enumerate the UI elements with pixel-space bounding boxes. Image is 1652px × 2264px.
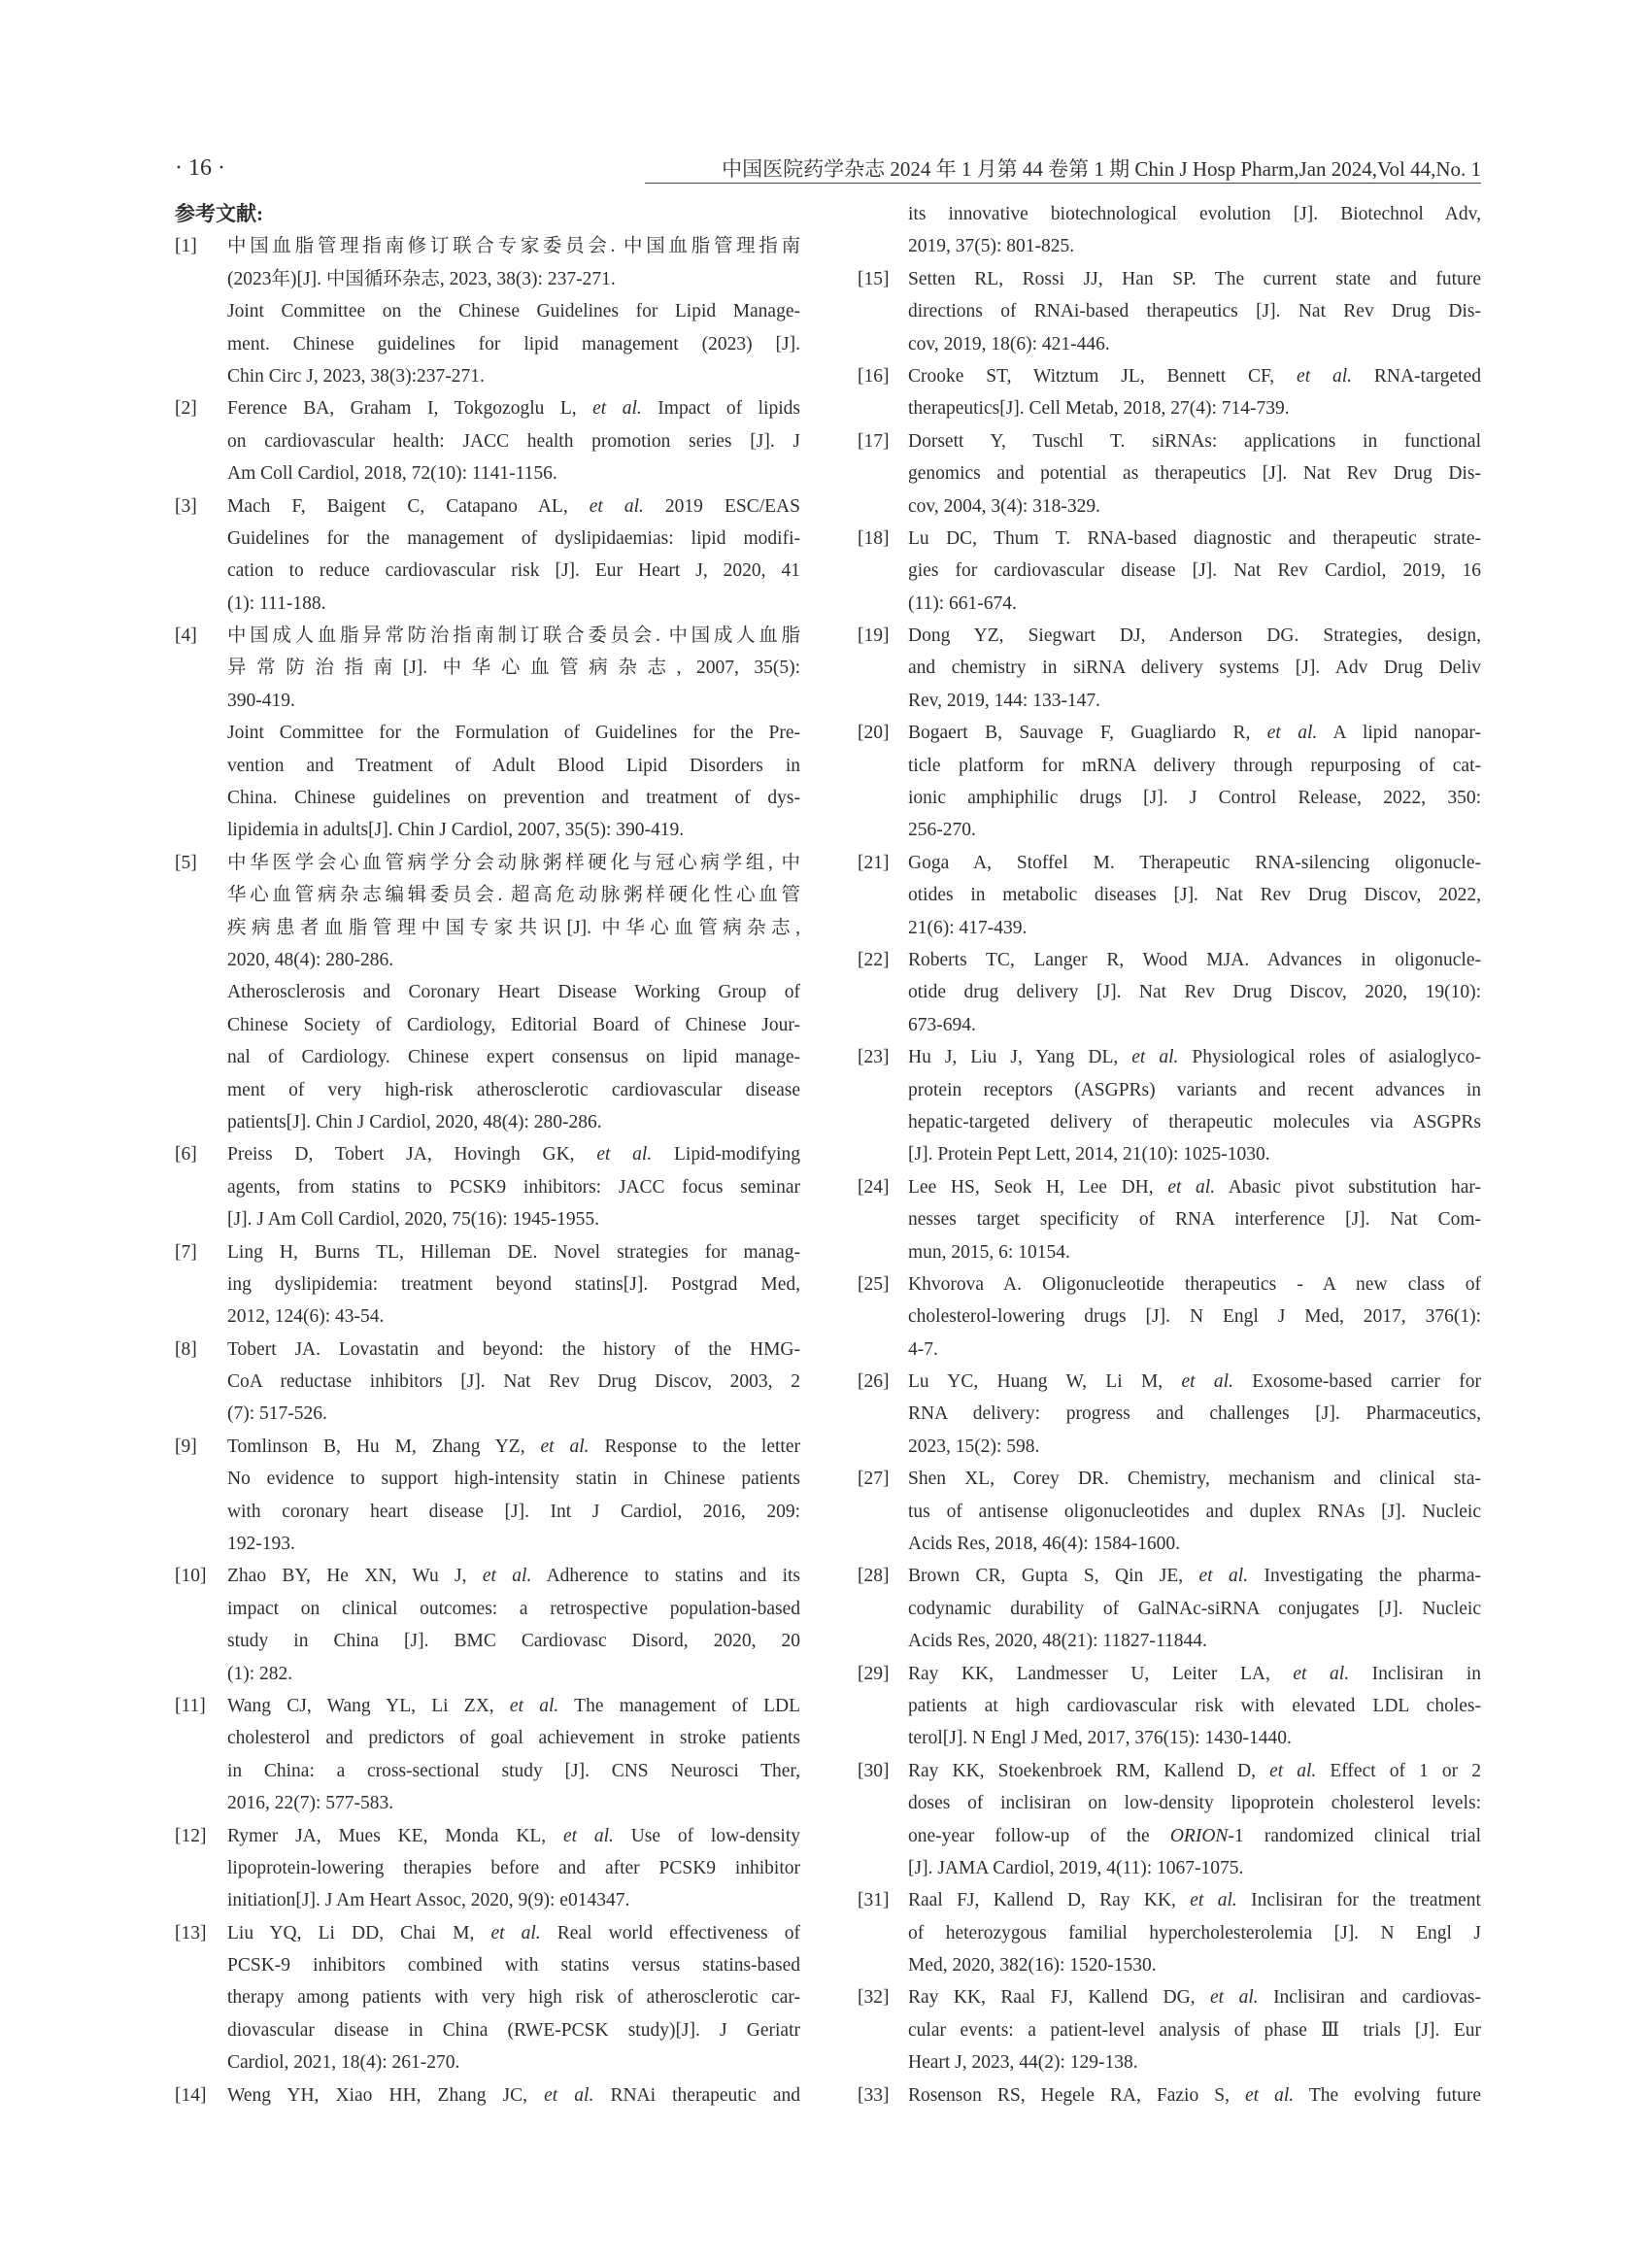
reference-number: [8]: [175, 1338, 197, 1360]
reference-number: [17]: [858, 430, 890, 452]
reference-number: [20]: [858, 723, 890, 744]
reference-line: one-year follow-up of the ORION-1 randomized clinical trial: [908, 1825, 1481, 1846]
reference-item: [858, 1171, 1484, 1268]
reference-line: Raal FJ, Kallend D, Ray KK, et al. Inclisiran for the treatment: [908, 1890, 1481, 1911]
reference-line: with coronary heart disease [J]. Int J Cardiol, 2016, 209:: [227, 1501, 800, 1522]
reference-line: [J]. J Am Coll Cardiol, 2020, 75(16): 1945-1955.: [227, 1209, 599, 1231]
reference-number: [15]: [858, 268, 890, 289]
reference-line: 中华医学会心血管病学分会动脉粥样硬化与冠心病学组, 中: [227, 852, 800, 873]
reference-item: [175, 847, 801, 1139]
reference-item: [858, 1366, 1484, 1463]
header-rule: [645, 183, 1481, 184]
reference-number: [12]: [175, 1825, 207, 1846]
reference-line: Joint Committee on the Chinese Guidelines for Lipid Manage-: [227, 301, 800, 322]
reference-line: Chinese Society of Cardiology, Editorial Board of Chinese Jour-: [227, 1014, 800, 1035]
reference-line: Cardiol, 2021, 18(4): 261-270.: [227, 2052, 460, 2074]
reference-line: patients at high cardiovascular risk with elevated LDL choles-: [908, 1695, 1481, 1716]
reference-line: 256-270.: [908, 820, 976, 841]
reference-item: [175, 1917, 801, 2079]
reference-line: vention and Treatment of Adult Blood Lipid Disorders in: [227, 755, 800, 776]
reference-line: Rosenson RS, Hegele RA, Fazio S, et al. The evolving future: [908, 2084, 1481, 2106]
reference-number: [4]: [175, 625, 197, 647]
reference-item: [175, 1820, 801, 1917]
reference-item: [175, 1236, 801, 1334]
reference-line: therapeutics[J]. Cell Metab, 2018, 27(4): 714-739.: [908, 398, 1290, 420]
reference-line: Lee HS, Seok H, Lee DH, et al. Abasic pivot substitution har-: [908, 1176, 1481, 1198]
reference-line: Heart J, 2023, 44(2): 129-138.: [908, 2052, 1138, 2074]
reference-line: 192-193.: [227, 1534, 295, 1555]
page-number: · 16 ·: [175, 155, 225, 181]
reference-line: codynamic durability of GalNAc-siRNA conjugates [J]. Nucleic: [908, 1598, 1481, 1619]
reference-line: and chemistry in siRNA delivery systems [J]. Adv Drug Deliv: [908, 658, 1481, 679]
reference-line: 4-7.: [908, 1338, 938, 1360]
reference-line: Dong YZ, Siegwart DJ, Anderson DG. Strategies, design,: [908, 625, 1481, 647]
reference-line: Shen XL, Corey DR. Chemistry, mechanism and clinical sta-: [908, 1469, 1481, 1490]
reference-item: [175, 1334, 801, 1431]
reference-line: (11): 661-674.: [908, 592, 1017, 614]
reference-line: on cardiovascular health: JACC health promotion series [J]. J: [227, 430, 800, 452]
reference-line: Preiss D, Tobert JA, Hovingh GK, et al. Lipid-modifying: [227, 1144, 800, 1166]
reference-item: [858, 523, 1484, 620]
reference-line: Mach F, Baigent C, Catapano AL, et al. 2019 ESC/EAS: [227, 495, 800, 517]
reference-number: [16]: [858, 365, 890, 387]
reference-line: cular events: a patient-level analysis of phase Ⅲ trials [J]. Eur: [908, 2019, 1481, 2041]
reference-item: [175, 230, 801, 392]
reference-line: Ray KK, Stoekenbroek RM, Kallend D, et al. Effect of 1 or 2: [908, 1760, 1481, 1781]
reference-line: PCSK-9 inhibitors combined with statins versus statins-based: [227, 1955, 800, 1977]
reference-line: ment. Chinese guidelines for lipid management (2023) [J].: [227, 333, 800, 355]
reference-line: study in China [J]. BMC Cardiovasc Disord, 2020, 20: [227, 1631, 800, 1652]
reference-line: ticle platform for mRNA delivery through repurposing of cat-: [908, 755, 1481, 776]
reference-number: [31]: [858, 1890, 890, 1911]
reference-line: lipidemia in adults[J]. Chin J Cardiol, 2007, 35(5): 390-419.: [227, 820, 685, 841]
reference-line: ment of very high-risk atherosclerotic cardiovascular disease: [227, 1079, 800, 1100]
reference-line: Acids Res, 2018, 46(4): 1584-1600.: [908, 1534, 1181, 1555]
reference-number: [26]: [858, 1371, 890, 1393]
reference-line: 2020, 48(4): 280-286.: [227, 949, 394, 970]
reference-number: [9]: [175, 1436, 197, 1457]
reference-line: ing dyslipidemia: treatment beyond statins[J]. Postgrad Med,: [227, 1273, 800, 1295]
reference-line: 2023, 15(2): 598.: [908, 1436, 1040, 1457]
reference-line: Hu J, Liu J, Yang DL, et al. Physiological roles of asialoglyco-: [908, 1047, 1481, 1068]
reference-item: [175, 2079, 801, 2112]
reference-line: cov, 2019, 18(6): 421-446.: [908, 333, 1110, 355]
reference-line: doses of inclisiran on low-density lipoprotein cholesterol levels:: [908, 1793, 1481, 1814]
reference-item: [858, 1981, 1484, 2078]
reference-item: [858, 1658, 1484, 1755]
reference-line: Lu DC, Thum T. RNA-based diagnostic and therapeutic strate-: [908, 527, 1481, 549]
reference-line: (2023年)[J]. 中国循环杂志, 2023, 38(3): 237-271.: [227, 268, 616, 289]
reference-number: [6]: [175, 1144, 197, 1166]
reference-number: [7]: [175, 1241, 197, 1263]
reference-line: RNA delivery: progress and challenges [J]. Pharmaceutics,: [908, 1403, 1481, 1425]
reference-line: Rymer JA, Mues KE, Monda KL, et al. Use of low-density: [227, 1825, 800, 1846]
reference-number: [23]: [858, 1047, 890, 1068]
reference-line: Ling H, Burns TL, Hilleman DE. Novel strategies for manag-: [227, 1241, 800, 1263]
reference-line: mun, 2015, 6: 10154.: [908, 1241, 1070, 1263]
reference-line: Tobert JA. Lovastatin and beyond: the history of the HMG-: [227, 1338, 800, 1360]
reference-number: [33]: [858, 2084, 890, 2106]
reference-line: Chin Circ J, 2023, 38(3):237-271.: [227, 365, 485, 387]
reference-item: [175, 1690, 801, 1820]
references-heading: 参考文献:: [175, 202, 263, 225]
reference-line: 2019, 37(5): 801-825.: [908, 236, 1075, 257]
reference-item: [175, 490, 801, 621]
reference-line: Tomlinson B, Hu M, Zhang YZ, et al. Response to the letter: [227, 1436, 800, 1457]
reference-item: [858, 620, 1484, 717]
reference-line: nal of Cardiology. Chinese expert consensus on lipid manage-: [227, 1047, 800, 1068]
reference-item: [175, 1431, 801, 1561]
reference-item: [858, 263, 1484, 360]
reference-number: [27]: [858, 1469, 890, 1490]
reference-line: 中国血脂管理指南修订联合专家委员会. 中国血脂管理指南: [227, 236, 800, 257]
reference-line: Goga A, Stoffel M. Therapeutic RNA-silencing oligonucle-: [908, 852, 1481, 873]
reference-line: 673-694.: [908, 1014, 976, 1035]
reference-number: [28]: [858, 1566, 890, 1587]
reference-item: [858, 1560, 1484, 1657]
reference-number: [13]: [175, 1922, 207, 1943]
reference-number: [3]: [175, 495, 197, 517]
reference-line: Ray KK, Raal FJ, Kallend DG, et al. Inclisiran and cardiovas-: [908, 1987, 1481, 2009]
reference-number: [19]: [858, 625, 890, 647]
reference-item: [858, 1268, 1484, 1366]
reference-line: ionic amphiphilic drugs [J]. J Control Release, 2022, 350:: [908, 788, 1481, 809]
reference-line: Brown CR, Gupta S, Qin JE, et al. Investigating the pharma-: [908, 1566, 1481, 1587]
reference-item: [175, 1138, 801, 1235]
reference-number: [10]: [175, 1566, 207, 1587]
reference-line: Bogaert B, Sauvage F, Guagliardo R, et al. A lipid nanopar-: [908, 723, 1481, 744]
reference-line: Rev, 2019, 144: 133-147.: [908, 690, 1101, 711]
reference-line: initiation[J]. J Am Heart Assoc, 2020, 9(9): e014347.: [227, 1890, 630, 1911]
reference-line: (7): 517-526.: [227, 1403, 327, 1425]
reference-line: China. Chinese guidelines on prevention and treatment of dys-: [227, 788, 800, 809]
reference-line: 异常防治指南[J]. 中华心血管病杂志, 2007, 35(5):: [227, 658, 800, 679]
reference-line: Weng YH, Xiao HH, Zhang JC, et al. RNAi therapeutic and: [227, 2084, 800, 2106]
reference-line: therapy among patients with very high risk of atherosclerotic car-: [227, 1987, 800, 2009]
reference-line: 疾病患者血脂管理中国专家共识[J]. 中华心血管病杂志,: [227, 917, 800, 938]
reference-line: 2012, 124(6): 43-54.: [227, 1306, 385, 1328]
reference-line: cholesterol-lowering drugs [J]. N Engl J Med, 2017, 376(1):: [908, 1306, 1481, 1328]
reference-line: (1): 282.: [227, 1663, 293, 1684]
reference-number: [25]: [858, 1273, 890, 1295]
reference-line: CoA reductase inhibitors [J]. Nat Rev Drug Discov, 2003, 2: [227, 1371, 800, 1393]
reference-line: Ference BA, Graham I, Tokgozoglu L, et al. Impact of lipids: [227, 398, 801, 420]
reference-line: of heterozygous familial hypercholesterolemia [J]. N Engl J: [908, 1922, 1481, 1943]
reference-line: 华心血管病杂志编辑委员会. 超高危动脉粥样硬化性心血管: [227, 885, 800, 906]
reference-number: [30]: [858, 1760, 890, 1781]
reference-line: Roberts TC, Langer R, Wood MJA. Advances in oligonucle-: [908, 949, 1481, 970]
reference-line: genomics and potential as therapeutics [J]. Nat Rev Drug Dis-: [908, 463, 1481, 485]
reference-line: terol[J]. N Engl J Med, 2017, 376(15): 1430-1440.: [908, 1728, 1292, 1749]
reference-line: Liu YQ, Li DD, Chai M, et al. Real world effectiveness of: [227, 1922, 800, 1943]
reference-number: [5]: [175, 852, 197, 873]
reference-line: Lu YC, Huang W, Li M, et al. Exosome-based carrier for: [908, 1371, 1481, 1393]
reference-number: [32]: [858, 1987, 890, 2009]
reference-line: protein receptors (ASGPRs) variants and recent advances in: [908, 1079, 1481, 1100]
reference-number: [2]: [175, 398, 197, 420]
reference-line: cholesterol and predictors of goal achievement in stroke patients: [227, 1728, 800, 1749]
reference-line: Setten RL, Rossi JJ, Han SP. The current state and future: [908, 268, 1481, 289]
reference-line: Khvorova A. Oligonucleotide therapeutics - A new class of: [908, 1273, 1481, 1295]
reference-line: Joint Committee for the Formulation of Guidelines for the Pre-: [227, 723, 800, 744]
references-right-column: [858, 198, 1484, 2112]
reference-line: agents, from statins to PCSK9 inhibitors: JACC focus seminar: [227, 1176, 800, 1198]
reference-continuation: [858, 198, 1484, 263]
reference-line: Zhao BY, He XN, Wu J, et al. Adherence to statins and its: [227, 1566, 801, 1587]
reference-line: Atherosclerosis and Coronary Heart Disease Working Group of: [227, 982, 800, 1003]
reference-item: [175, 392, 801, 490]
reference-line: Wang CJ, Wang YL, Li ZX, et al. The management of LDL: [227, 1695, 800, 1716]
reference-line: diovascular disease in China (RWE-PCSK study)[J]. J Geriatr: [227, 2019, 800, 2041]
reference-line: lipoprotein-lowering therapies before and after PCSK9 inhibitor: [227, 1857, 800, 1878]
reference-item: [858, 1884, 1484, 1981]
reference-number: [29]: [858, 1663, 890, 1684]
reference-line: Med, 2020, 382(16): 1520-1530.: [908, 1955, 1157, 1977]
reference-item: [858, 1041, 1484, 1171]
reference-item: [858, 1463, 1484, 1560]
reference-line: its innovative biotechnological evolution [J]. Biotechnol Adv,: [908, 204, 1481, 224]
reference-item: [858, 360, 1484, 425]
reference-line: impact on clinical outcomes: a retrospective population-based: [227, 1598, 800, 1619]
reference-item: [858, 1755, 1484, 1885]
reference-item: [858, 944, 1484, 1041]
reference-number: [24]: [858, 1176, 890, 1198]
reference-number: [14]: [175, 2084, 207, 2106]
reference-line: Ray KK, Landmesser U, Leiter LA, et al. Inclisiran in: [908, 1663, 1481, 1684]
reference-line: gies for cardiovascular disease [J]. Nat Rev Cardiol, 2019, 16: [908, 560, 1481, 582]
reference-item: [175, 1560, 801, 1690]
reference-line: [J]. Protein Pept Lett, 2014, 21(10): 1025-1030.: [908, 1144, 1270, 1166]
reference-item: [858, 847, 1484, 944]
reference-line: patients[J]. Chin J Cardiol, 2020, 48(4): 280-286.: [227, 1111, 602, 1132]
reference-item: [858, 717, 1484, 847]
reference-line: Guidelines for the management of dyslipidaemias: lipid modifi-: [227, 527, 800, 549]
references-left-column: [175, 198, 801, 2112]
reference-line: 中国成人血脂异常防治指南制订联合委员会. 中国成人血脂: [227, 625, 800, 647]
reference-line: hepatic-targeted delivery of therapeutic molecules via ASGPRs: [908, 1111, 1481, 1132]
reference-line: tus of antisense oligonucleotides and duplex RNAs [J]. Nucleic: [908, 1501, 1481, 1522]
reference-number: [11]: [175, 1695, 206, 1716]
reference-item: [175, 620, 801, 847]
reference-item: [858, 425, 1484, 523]
reference-line: cation to reduce cardiovascular risk [J]. Eur Heart J, 2020, 41: [227, 560, 800, 582]
reference-line: 21(6): 417-439.: [908, 917, 1028, 938]
reference-line: 2016, 22(7): 577-583.: [227, 1793, 394, 1814]
reference-line: Dorsett Y, Tuschl T. siRNAs: applications in functional: [908, 430, 1481, 452]
reference-line: otide drug delivery [J]. Nat Rev Drug Discov, 2020, 19(10):: [908, 982, 1481, 1003]
reference-item: [858, 2079, 1484, 2112]
reference-line: Crooke ST, Witztum JL, Bennett CF, et al. RNA-targeted: [908, 365, 1481, 387]
reference-number: [21]: [858, 852, 890, 873]
journal-running-header: 中国医院药学杂志 2024 年 1 月第 44 卷第 1 期 Chin J Hosp Pharm,Jan 2024,Vol 44,No. 1: [722, 157, 1481, 181]
reference-line: No evidence to support high-intensity statin in Chinese patients: [227, 1469, 800, 1490]
reference-line: in China: a cross-sectional study [J]. CNS Neurosci Ther,: [227, 1760, 800, 1781]
reference-line: Am Coll Cardiol, 2018, 72(10): 1141-1156.: [227, 463, 557, 485]
reference-number: [22]: [858, 949, 890, 970]
reference-line: directions of RNAi-based therapeutics [J]. Nat Rev Drug Dis-: [908, 301, 1481, 322]
reference-number: [18]: [858, 527, 890, 549]
reference-line: (1): 111-188.: [227, 592, 326, 614]
reference-number: [1]: [175, 236, 197, 257]
reference-line: 390-419.: [227, 690, 295, 711]
reference-line: [J]. JAMA Cardiol, 2019, 4(11): 1067-1075.: [908, 1857, 1244, 1878]
reference-line: cov, 2004, 3(4): 318-329.: [908, 495, 1101, 517]
reference-line: otides in metabolic diseases [J]. Nat Rev Drug Discov, 2022,: [908, 885, 1481, 906]
reference-line: Acids Res, 2020, 48(21): 11827-11844.: [908, 1631, 1207, 1652]
reference-line: nesses target specificity of RNA interference [J]. Nat Com-: [908, 1209, 1481, 1231]
